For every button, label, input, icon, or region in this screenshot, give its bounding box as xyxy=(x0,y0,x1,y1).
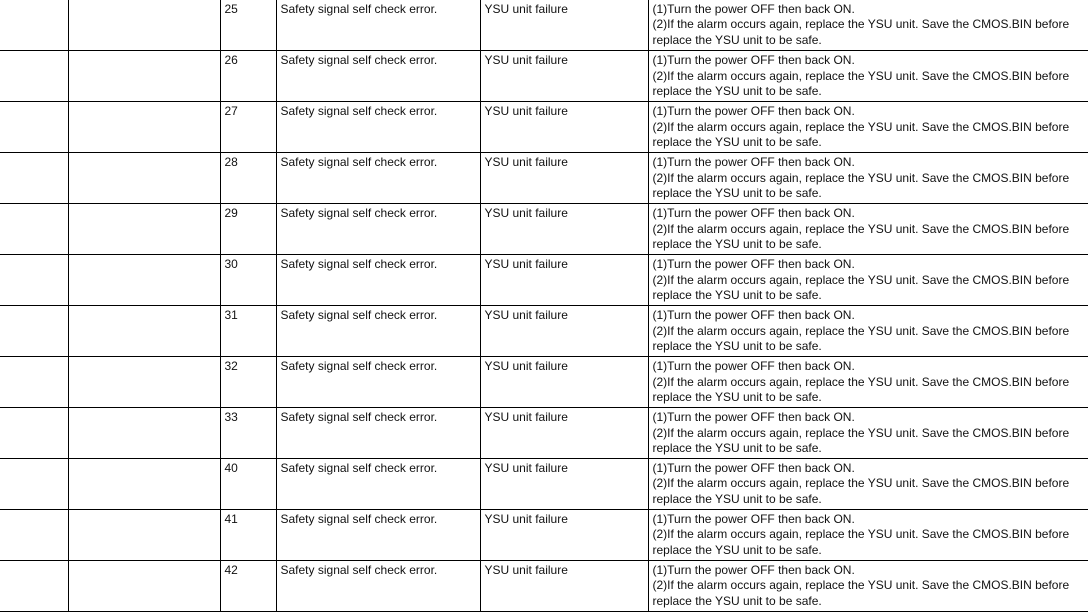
remedy-line: (1)Turn the power OFF then back ON. xyxy=(652,308,855,323)
sub-code-cell: 26 xyxy=(220,51,276,102)
table-row xyxy=(0,0,1088,51)
table-row xyxy=(0,255,1088,306)
table-row xyxy=(0,510,1088,561)
alarm-name-cell xyxy=(68,459,220,510)
sub-code-cell: 31 xyxy=(220,306,276,357)
remedy-line: (2)If the alarm occurs again, replace the YSU unit. Save the CMOS.BIN before xyxy=(652,476,1070,491)
alarm-number-cell xyxy=(0,560,68,611)
alarm-name-cell xyxy=(68,408,220,459)
table-row xyxy=(0,459,1088,510)
remedy-line: replace the YSU unit to be safe. xyxy=(652,32,822,47)
remedy-line: (2)If the alarm occurs again, replace the YSU unit. Save the CMOS.BIN before xyxy=(652,425,1070,440)
remedy-cell xyxy=(648,0,1088,51)
alarm-name-cell xyxy=(68,510,220,561)
table-row xyxy=(0,357,1088,408)
remedy-cell xyxy=(648,102,1088,153)
alarm-number-cell xyxy=(0,102,68,153)
alarm-number-cell xyxy=(0,153,68,204)
message-cell: Safety signal self check error. xyxy=(276,204,480,255)
cause-cell: YSU unit failure xyxy=(480,510,648,561)
sub-code-cell: 29 xyxy=(220,204,276,255)
message-cell: Safety signal self check error. xyxy=(276,510,480,561)
remedy-line: (2)If the alarm occurs again, replace the YSU unit. Save the CMOS.BIN before xyxy=(652,374,1070,389)
cause-cell: YSU unit failure xyxy=(480,560,648,611)
remedy-cell xyxy=(648,560,1088,611)
remedy-line: (2)If the alarm occurs again, replace the YSU unit. Save the CMOS.BIN before xyxy=(652,323,1070,338)
alarm-number-cell xyxy=(0,255,68,306)
message-cell: Safety signal self check error. xyxy=(276,306,480,357)
remedy-line: (1)Turn the power OFF then back ON. xyxy=(652,562,855,577)
cause-cell: YSU unit failure xyxy=(480,306,648,357)
cause-cell: YSU unit failure xyxy=(480,255,648,306)
message-cell: Safety signal self check error. xyxy=(276,102,480,153)
remedy-cell xyxy=(648,204,1088,255)
remedy-line: (2)If the alarm occurs again, replace the YSU unit. Save the CMOS.BIN before xyxy=(652,272,1070,287)
remedy-line: (1)Turn the power OFF then back ON. xyxy=(652,206,855,221)
table-row xyxy=(0,204,1088,255)
sub-code-cell: 33 xyxy=(220,408,276,459)
alarm-name-cell xyxy=(68,153,220,204)
alarm-number-cell xyxy=(0,0,68,51)
remedy-line: (2)If the alarm occurs again, replace the YSU unit. Save the CMOS.BIN before xyxy=(652,17,1070,32)
remedy-cell xyxy=(648,306,1088,357)
table-row xyxy=(0,153,1088,204)
remedy-line: replace the YSU unit to be safe. xyxy=(652,288,822,303)
cause-cell: YSU unit failure xyxy=(480,0,648,51)
message-cell: Safety signal self check error. xyxy=(276,51,480,102)
remedy-line: (1)Turn the power OFF then back ON. xyxy=(652,2,855,16)
remedy-line: replace the YSU unit to be safe. xyxy=(652,339,822,354)
remedy-line: replace the YSU unit to be safe. xyxy=(652,237,822,252)
remedy-line: replace the YSU unit to be safe. xyxy=(652,186,822,201)
alarm-name-cell xyxy=(68,560,220,611)
cause-cell: YSU unit failure xyxy=(480,102,648,153)
sub-code-cell: 32 xyxy=(220,357,276,408)
cause-cell: YSU unit failure xyxy=(480,51,648,102)
remedy-line: replace the YSU unit to be safe. xyxy=(652,135,822,150)
remedy-line: replace the YSU unit to be safe. xyxy=(652,593,822,608)
sub-code-cell: 25 xyxy=(220,0,276,51)
cause-cell: YSU unit failure xyxy=(480,204,648,255)
sub-code-cell: 42 xyxy=(220,560,276,611)
remedy-line: replace the YSU unit to be safe. xyxy=(652,84,822,99)
alarm-name-cell xyxy=(68,204,220,255)
remedy-line: (1)Turn the power OFF then back ON. xyxy=(652,461,855,476)
alarm-number-cell xyxy=(0,510,68,561)
remedy-line: (1)Turn the power OFF then back ON. xyxy=(652,53,855,68)
message-cell: Safety signal self check error. xyxy=(276,357,480,408)
message-cell: Safety signal self check error. xyxy=(276,255,480,306)
message-cell: Safety signal self check error. xyxy=(276,408,480,459)
cause-cell: YSU unit failure xyxy=(480,357,648,408)
sub-code-cell: 40 xyxy=(220,459,276,510)
table-row xyxy=(0,102,1088,153)
remedy-cell xyxy=(648,510,1088,561)
alarm-number-cell xyxy=(0,306,68,357)
table-row xyxy=(0,408,1088,459)
cause-cell: YSU unit failure xyxy=(480,459,648,510)
remedy-line: (1)Turn the power OFF then back ON. xyxy=(652,410,855,425)
remedy-line: (2)If the alarm occurs again, replace the YSU unit. Save the CMOS.BIN before xyxy=(652,119,1070,134)
remedy-line: (1)Turn the power OFF then back ON. xyxy=(652,155,855,170)
remedy-line: (1)Turn the power OFF then back ON. xyxy=(652,257,855,272)
table-row xyxy=(0,51,1088,102)
remedy-line: (2)If the alarm occurs again, replace the YSU unit. Save the CMOS.BIN before xyxy=(652,527,1070,542)
message-cell: Safety signal self check error. xyxy=(276,459,480,510)
remedy-cell xyxy=(648,357,1088,408)
message-cell: Safety signal self check error. xyxy=(276,560,480,611)
remedy-cell xyxy=(648,255,1088,306)
table-row xyxy=(0,560,1088,611)
remedy-line: replace the YSU unit to be safe. xyxy=(652,440,822,455)
cause-cell: YSU unit failure xyxy=(480,408,648,459)
cause-cell: YSU unit failure xyxy=(480,153,648,204)
remedy-cell xyxy=(648,459,1088,510)
remedy-line: (2)If the alarm occurs again, replace the YSU unit. Save the CMOS.BIN before xyxy=(652,221,1070,236)
remedy-line: replace the YSU unit to be safe. xyxy=(652,491,822,506)
remedy-line: (2)If the alarm occurs again, replace the YSU unit. Save the CMOS.BIN before xyxy=(652,170,1070,185)
remedy-line: replace the YSU unit to be safe. xyxy=(652,542,822,557)
alarm-number-cell xyxy=(0,459,68,510)
sub-code-cell: 41 xyxy=(220,510,276,561)
alarm-name-cell xyxy=(68,306,220,357)
sub-code-cell: 28 xyxy=(220,153,276,204)
remedy-line: (1)Turn the power OFF then back ON. xyxy=(652,512,855,527)
alarm-name-cell xyxy=(68,0,220,51)
remedy-line: (1)Turn the power OFF then back ON. xyxy=(652,104,855,119)
remedy-line: (2)If the alarm occurs again, replace the YSU unit. Save the CMOS.BIN before xyxy=(652,68,1070,83)
remedy-cell xyxy=(648,408,1088,459)
remedy-cell xyxy=(648,153,1088,204)
message-cell: Safety signal self check error. xyxy=(276,0,480,51)
remedy-line: replace the YSU unit to be safe. xyxy=(652,389,822,404)
alarm-number-cell xyxy=(0,357,68,408)
sub-code-cell: 30 xyxy=(220,255,276,306)
alarm-name-cell xyxy=(68,357,220,408)
alarm-name-cell xyxy=(68,102,220,153)
remedy-line: (1)Turn the power OFF then back ON. xyxy=(652,359,855,374)
remedy-line: (2)If the alarm occurs again, replace the YSU unit. Save the CMOS.BIN before xyxy=(652,578,1070,593)
alarm-number-cell xyxy=(0,204,68,255)
alarm-name-cell xyxy=(68,51,220,102)
alarm-number-cell xyxy=(0,51,68,102)
sub-code-cell: 27 xyxy=(220,102,276,153)
table-row xyxy=(0,306,1088,357)
remedy-cell xyxy=(648,51,1088,102)
alarm-number-cell xyxy=(0,408,68,459)
message-cell: Safety signal self check error. xyxy=(276,153,480,204)
alarm-name-cell xyxy=(68,255,220,306)
